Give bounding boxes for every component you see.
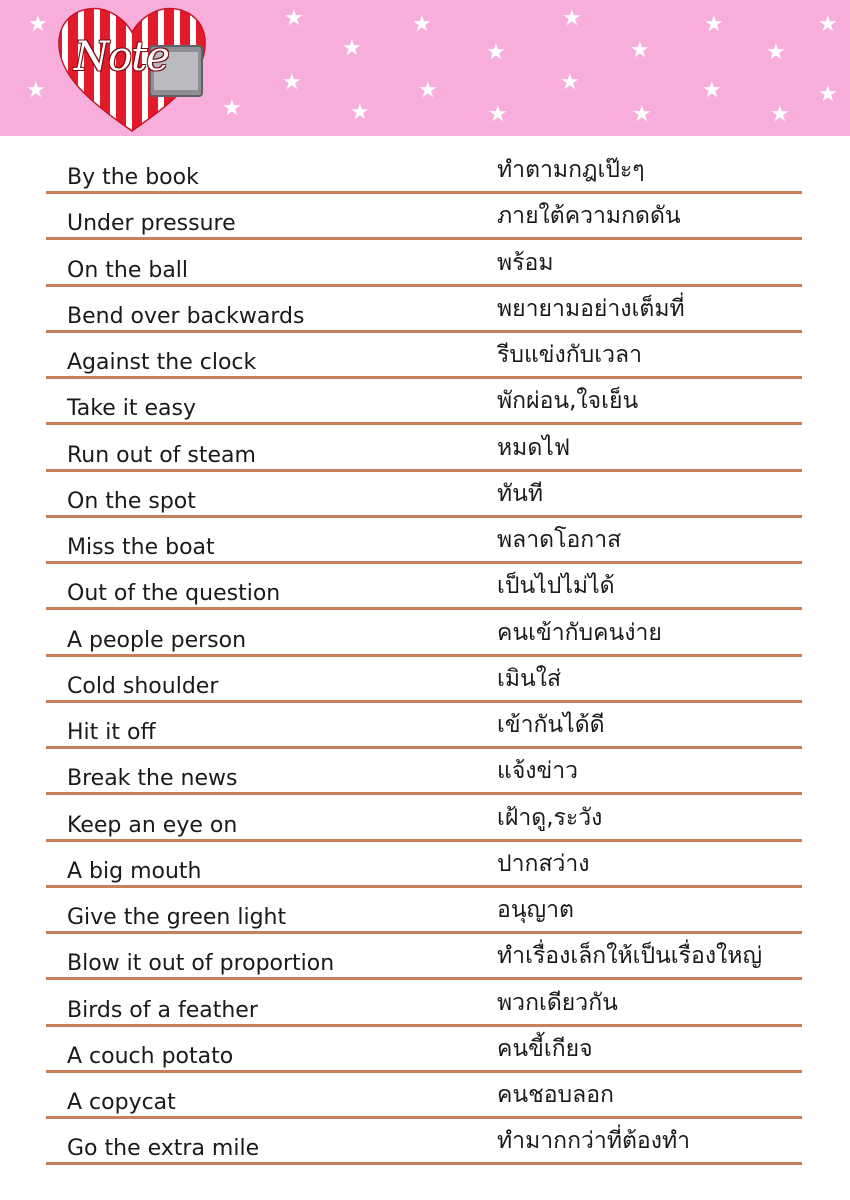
idiom-thai: เมินใส่ [497, 665, 562, 692]
star-icon: ★ [766, 40, 786, 65]
idiom-english: Break the news [67, 766, 238, 792]
idiom-english: Run out of steam [67, 442, 256, 468]
idiom-thai: พลาดโอกาส [497, 527, 622, 553]
idiom-english: Blow it out of proportion [67, 951, 335, 977]
note-logo [52, 4, 212, 132]
star-icon: ★ [350, 100, 370, 125]
idiom-english: On the spot [67, 488, 196, 514]
idiom-thai: ทำมากกว่าที่ต้องทำ [497, 1128, 691, 1155]
list-item [0, 426, 850, 472]
star-icon: ★ [222, 96, 242, 121]
idiom-english: Birds of a feather [67, 997, 258, 1023]
idiom-thai: รีบแข่งกับเวลา [497, 342, 643, 368]
idiom-thai: พักผ่อน,ใจเย็น [497, 388, 639, 415]
idiom-english: Out of the question [67, 581, 281, 607]
idiom-thai: พยายามอย่างเต็มที่ [497, 295, 685, 322]
idiom-thai: พวกเดียวกัน [497, 989, 618, 1016]
idiom-english: Cold shoulder [67, 673, 219, 699]
idiom-thai: คนชอบลอก [497, 1082, 614, 1108]
list-item [0, 657, 850, 703]
list-item [0, 749, 850, 795]
star-icon: ★ [630, 38, 650, 63]
idiom-thai: ทำตามกฎเป๊ะๆ [497, 157, 645, 183]
list-item [0, 148, 850, 194]
idiom-thai: คนขี้เกียจ [497, 1035, 593, 1062]
star-icon: ★ [284, 6, 304, 31]
star-icon: ★ [26, 78, 46, 103]
star-icon: ★ [488, 102, 508, 127]
star-icon: ★ [28, 12, 48, 37]
idiom-english: Keep an eye on [67, 812, 238, 838]
list-item [0, 241, 850, 287]
star-icon: ★ [704, 12, 724, 37]
star-icon: ★ [560, 70, 580, 95]
list-item [0, 611, 850, 657]
idiom-thai: หมดไฟ [497, 434, 571, 461]
logo-text: Note [74, 34, 169, 80]
star-icon: ★ [702, 78, 722, 103]
idiom-english: A couch potato [67, 1043, 234, 1069]
star-icon: ★ [282, 70, 302, 95]
star-icon: ★ [486, 40, 506, 65]
list-item [0, 518, 850, 564]
star-icon: ★ [818, 12, 838, 37]
idiom-english: Bend over backwards [67, 303, 305, 329]
idiom-english: Give the green light [67, 905, 287, 930]
idiom-english: Miss the boat [67, 535, 215, 560]
idiom-english: Under pressure [67, 211, 236, 237]
idiom-english: Go the extra mile [67, 1136, 260, 1162]
idiom-thai: คนเข้ากับคนง่าย [497, 619, 662, 646]
list-item [0, 981, 850, 1027]
star-icon: ★ [342, 36, 362, 61]
idiom-english: Against the clock [67, 350, 257, 375]
list-item [0, 194, 850, 240]
list-item [0, 564, 850, 610]
idiom-thai: แจ้งข่าว [497, 758, 579, 785]
idiom-english: Hit it off [67, 720, 156, 745]
idiom-thai: พร้อม [497, 249, 554, 276]
list-item [0, 379, 850, 425]
list-item [0, 472, 850, 518]
star-icon: ★ [632, 102, 652, 127]
idiom-thai: เป็นไปไม่ได้ [497, 573, 615, 600]
star-icon: ★ [412, 12, 432, 37]
idiom-english: A big mouth [67, 858, 202, 884]
list-item [0, 842, 850, 888]
star-icon: ★ [418, 78, 438, 103]
idiom-english: A copycat [67, 1090, 176, 1115]
idiom-thai: เข้ากันได้ดี [497, 712, 605, 738]
list-item [0, 287, 850, 333]
star-icon: ★ [770, 102, 790, 127]
idiom-thai: เฝ้าดู,ระวัง [497, 804, 603, 831]
list-item [0, 796, 850, 842]
star-icon: ★ [562, 6, 582, 31]
row-divider [46, 1162, 802, 1165]
idiom-thai: ภายใต้ความกดดัน [497, 203, 681, 230]
idiom-thai: อนุญาต [497, 897, 574, 923]
star-icon: ★ [818, 82, 838, 107]
list-item [0, 888, 850, 934]
idiom-thai: ปากสว่าง [497, 850, 590, 877]
idiom-thai: ทันที [497, 480, 544, 507]
idiom-english: By the book [67, 165, 199, 190]
idiom-thai: ทำเรื่องเล็กให้เป็นเรื่องใหญ่ [497, 943, 763, 970]
list-item [0, 333, 850, 379]
idiom-english: On the ball [67, 257, 189, 283]
idiom-english: Take it easy [67, 396, 196, 422]
header-banner [0, 0, 850, 136]
idiom-list [0, 136, 850, 1200]
list-item [0, 934, 850, 980]
idiom-english: A people person [67, 627, 247, 653]
list-item [0, 703, 850, 749]
list-item [0, 1027, 850, 1073]
list-item [0, 1073, 850, 1119]
list-item [0, 1119, 850, 1165]
